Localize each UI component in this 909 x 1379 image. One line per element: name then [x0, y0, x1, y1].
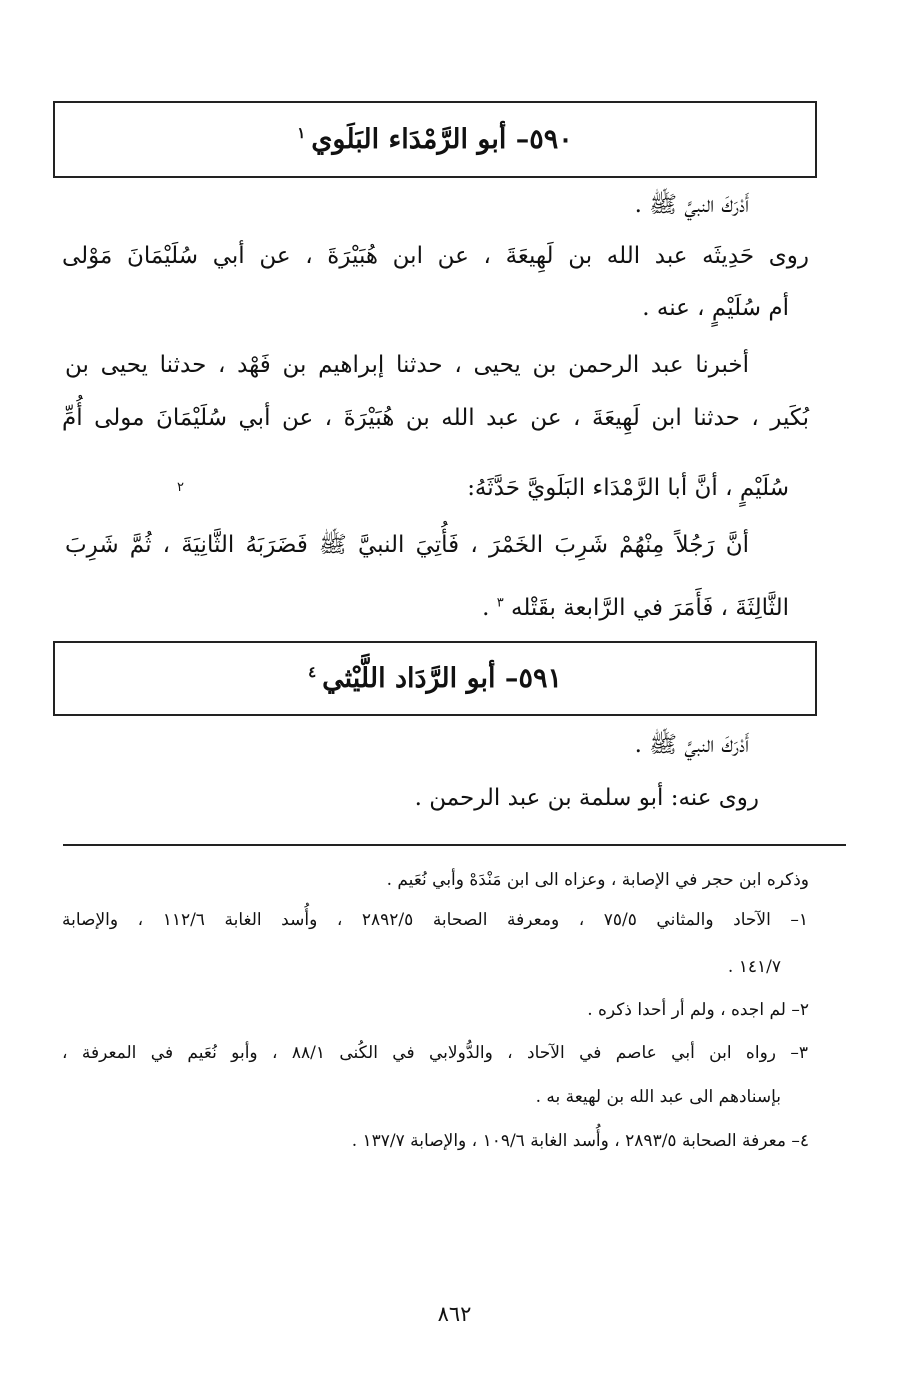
entry-591-line-1: أَدْرَكَ النبيَّ ﷺ . [634, 732, 749, 758]
entry-590-line-4: أخبرنا عبد الرحمن بن يحيى ، حدثنا إبراهيم بن فَهْد ، حدثنا يحيى بن [65, 352, 749, 378]
footnote-ref-3: ٣ [496, 595, 504, 611]
entry-590-line-5: بُكَير ، حدثنا ابن لَهِيعَةَ ، عن عبد الله بن هُبَيْرَةَ ، عن أبي سُلَيْمَانَ مولى أُمِّ [62, 405, 809, 431]
entry-590-line-6 [467, 475, 789, 501]
footnote-3: ٣– رواه ابن أبي عاصم في الآحاد ، والدُّولابي في الكُنى ٨٨/١ ، وأبو نُعَيم في المعرفة ، [62, 1043, 808, 1063]
entry-591-title-box [53, 641, 817, 716]
footnote-1-cont: ١٤١/٧ . [727, 957, 781, 977]
footnote-2: ٢– لم اجده ، ولم أر أحدا ذكره . [587, 1000, 809, 1020]
footnote-1: ١– الآحاد والمثاني ٧٥/٥ ، ومعرفة الصحابة ٢٨٩٢/٥ ، وأُسد الغابة ١١٢/٦ ، والإصابة [62, 910, 808, 930]
page-number: ٨٦٢ [437, 1302, 472, 1326]
entry-591-title-text: ٥٩١– أبو الرَّدَاد اللَّيْثي [322, 663, 562, 694]
footnote-ref-4: ٤ [308, 663, 317, 681]
footnote-ref-2: ٢ [177, 480, 184, 495]
footnote-3-cont: بإسنادهم الى عبد الله بن لهيعة به . [535, 1087, 781, 1107]
entry-590-line-7: أنَّ رَجُلاً مِنْهُمْ شَرِبَ الخَمْرَ ، فَأُتِيَ النبيَّ ﷺ فَضَرَبَهُ الثَّانِيَةَ ، ثُمَّ شَرِبَ [65, 532, 749, 558]
entry-590-line-2: روى حَدِيثَه عبد الله بن لَهِيعَةَ ، عن ابن هُبَيْرَةَ ، عن أبي سُلَيْمَانَ مَوْلى [62, 243, 809, 269]
footnote-separator [63, 844, 846, 846]
footnote-intro: وذكره ابن حجر في الإصابة ، وعزاه الى ابن مَنْدَهْ وأبي نُعَيم . [386, 870, 809, 890]
entry-591-title [308, 663, 562, 694]
entry-590-title-box [53, 101, 817, 178]
entry-590-end-mark: . [482, 595, 490, 621]
entry-590-title-text: ٥٩٠– أبو الرَّمْدَاء البَلَوي [311, 124, 573, 155]
entry-590-line-3: أم سُلَيْمٍ ، عنه . [642, 295, 789, 321]
entry-590-line-8 [482, 595, 789, 621]
entry-590-line-1: أَدْرَكَ النبيَّ ﷺ . [634, 192, 749, 218]
entry-590-line-8-text: الثَّالِثَةَ ، فَأَمَرَ في الرَّابعة بقَتْله [510, 595, 789, 621]
entry-590-line-6-text: سُلَيْمٍ ، أنَّ أبا الرَّمْدَاء البَلَويَّ حَدَّثَهُ: [467, 475, 789, 501]
entry-590-title [297, 124, 573, 155]
entry-591-line-2: روى عنه: أبو سلمة بن عبد الرحمن . [414, 785, 759, 811]
footnote-4: ٤– معرفة الصحابة ٢٨٩٣/٥ ، وأُسد الغابة ١٠٩/٦ ، والإصابة ١٣٧/٧ . [351, 1131, 809, 1151]
footnote-ref-1: ١ [297, 124, 306, 142]
